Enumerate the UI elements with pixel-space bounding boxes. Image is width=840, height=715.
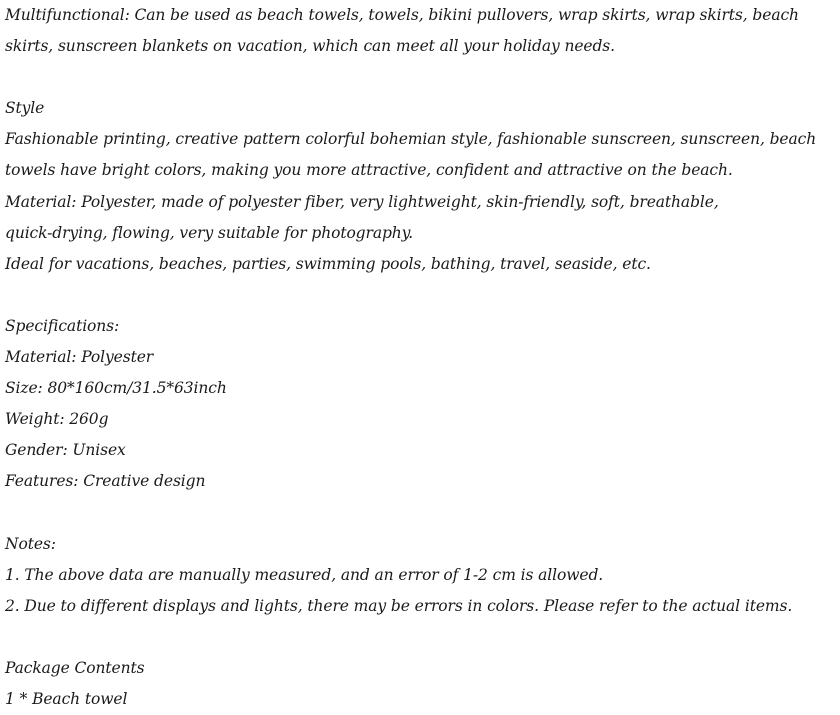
style-heading: Style: [5, 99, 45, 118]
spacer: [5, 62, 838, 93]
spec-item-size: Size: 80*160cm/31.5*63inch: [5, 379, 227, 398]
style-line: towels have bright colors, making you more attractive, confident and attractive on the beach.: [5, 161, 733, 180]
spec-item-weight: Weight: 260g: [5, 410, 109, 429]
style-line: Fashionable printing, creative pattern colorful bohemian style, fashionable sunscreen, sunscreen, beach: [5, 130, 817, 149]
specifications-heading: Specifications:: [5, 316, 120, 335]
spacer: [5, 622, 838, 653]
notes-heading: Notes:: [5, 534, 56, 553]
intro-line: skirts, sunscreen blankets on vacation, which can meet all your holiday needs.: [5, 37, 615, 56]
style-line: Material: Polyester, made of polyester fiber, very lightweight, skin-friendly, soft, breathable,: [5, 192, 719, 211]
spacer: [5, 280, 838, 311]
package-item: 1 * Beach towel: [5, 690, 128, 709]
spec-item-material: Material: Polyester: [5, 348, 154, 367]
note-item: 1. The above data are manually measured, and an error of 1-2 cm is allowed.: [5, 565, 604, 584]
note-item: 2. Due to different displays and lights, there may be errors in colors. Please refer to the actual items.: [5, 596, 793, 615]
spec-item-features: Features: Creative design: [5, 472, 206, 491]
intro-line: Multifunctional: Can be used as beach towels, towels, bikini pullovers, wrap skirts, wrap skirts, beach: [5, 6, 799, 24]
spacer: [5, 498, 838, 529]
spec-item-gender: Gender: Unisex: [5, 441, 126, 460]
style-line: Ideal for vacations, beaches, parties, swimming pools, bathing, travel, seaside, etc.: [5, 254, 651, 273]
style-line: quick-drying, flowing, very suitable for photography.: [5, 223, 414, 242]
package-heading: Package Contents: [5, 658, 145, 677]
product-description: [5, 0, 838, 715]
